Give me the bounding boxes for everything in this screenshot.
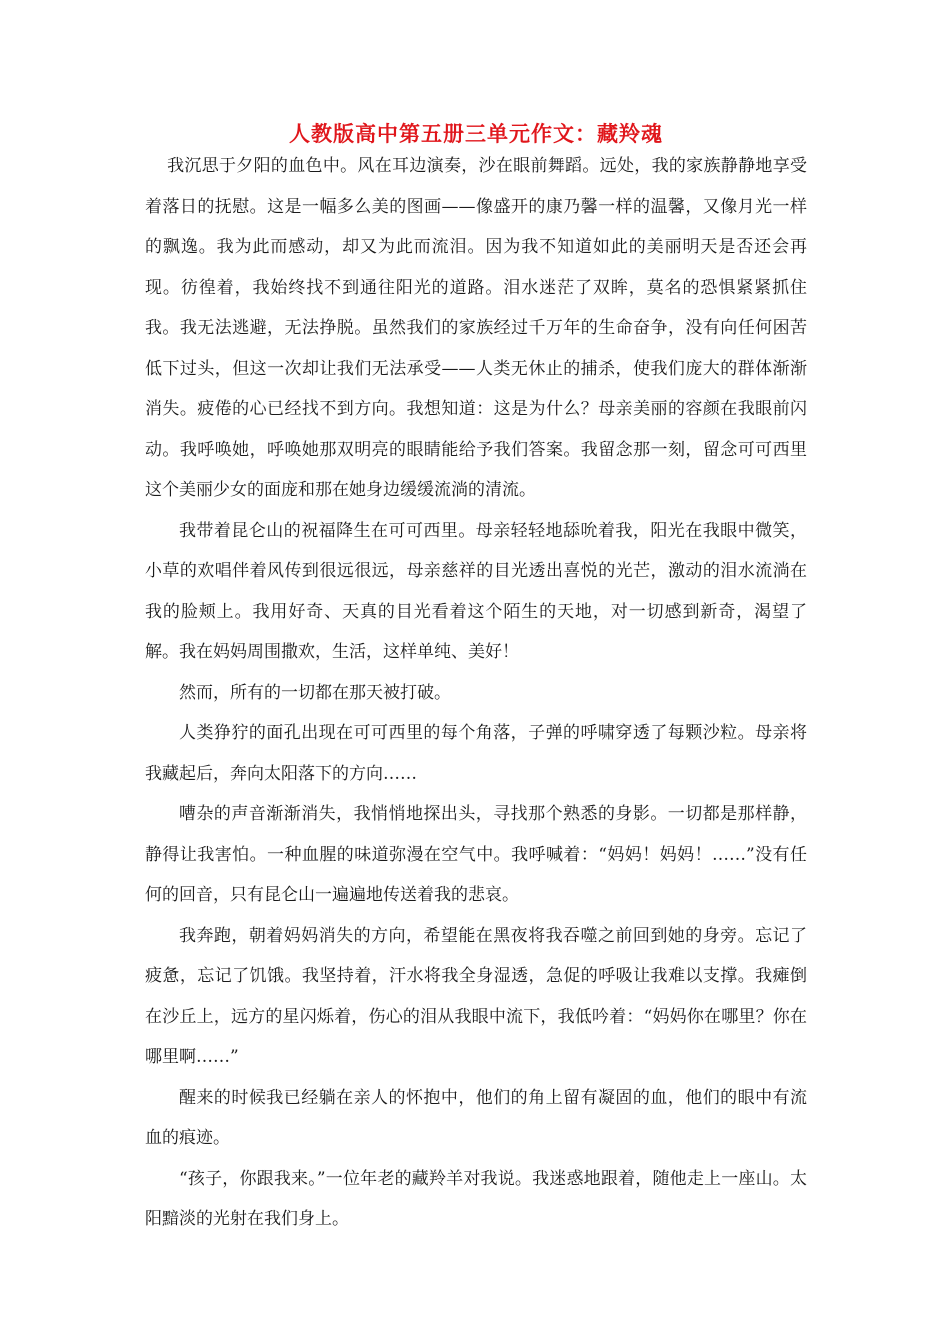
- document-page: [145, 118, 807, 1240]
- paragraph-5: 嘈杂的声音渐渐消失，我悄悄地探出头，寻找那个熟悉的身影。一切都是那样静，静得让我害怕。一种血腥的味道弥漫在空气中。我呼喊着：“妈妈！妈妈！……”没有任何的回音，只有昆仑山一遍遍地传送着我的悲哀。: [145, 804, 807, 905]
- paragraph-8: “孩子，你跟我来。”一位年老的藏羚羊对我说。我迷惑地跟着，随他走上一座山。太阳黯淡的光射在我们身上。: [145, 1168, 807, 1229]
- document-body: [145, 146, 807, 1240]
- paragraph-7: 醒来的时候我已经躺在亲人的怀抱中，他们的角上留有凝固的血，他们的眼中有流血的痕迹。: [145, 1087, 807, 1148]
- paragraph-4: 人类狰狞的面孔出现在可可西里的每个角落，子弹的呼啸穿透了每颗沙粒。母亲将我藏起后，奔向太阳落下的方向……: [145, 723, 807, 784]
- document-title: 人教版高中第五册三单元作文：藏羚魂: [289, 121, 663, 146]
- paragraph-2: 我带着昆仑山的祝福降生在可可西里。母亲轻轻地舔吮着我，阳光在我眼中微笑，小草的欢唱伴着风传到很远很远，母亲慈祥的目光透出喜悦的光芒，激动的泪水流淌在我的脸颊上。我用好奇、天真的目光看着这个陌生的天地，对一切感到新奇，渴望了解。我在妈妈周围撒欢，生活，这样单纯、美好！: [145, 520, 807, 662]
- paragraph-3: 然而，所有的一切都在那天被打破。: [179, 682, 451, 703]
- paragraph-6: 我奔跑，朝着妈妈消失的方向，希望能在黑夜将我吞噬之前回到她的身旁。忘记了疲惫，忘记了饥饿。我坚持着，汗水将我全身湿透，急促的呼吸让我难以支撑。我瘫倒在沙丘上，远方的星闪烁着，伤心的泪从我眼中流下，我低吟着：“妈妈你在哪里？你在哪里啊……”: [145, 925, 807, 1067]
- paragraph-1: 我沉思于夕阳的血色中。风在耳边演奏，沙在眼前舞蹈。远处，我的家族静静地享受着落日的抚慰。这是一幅多么美的图画——像盛开的康乃馨一样的温馨，又像月光一样的飘逸。我为此而感动，却又为此而流泪。因为我不知道如此的美丽明天是否还会再现。彷徨着，我始终找不到通往阳光的道路。泪水迷茫了双眸，莫名的恐惧紧紧抓住我。我无法逃避，无法挣脱。虽然我们的家族经过千万年的生命奋争，没有向任何困苦低下过头，但这一次却让我们无法承受——人类无休止的捕杀，使我们庞大的群体渐渐消失。疲倦的心已经找不到方向。我想知道：这是为什么？母亲美丽的容颜在我眼前闪动。我呼唤她，呼唤她那双明亮的眼睛能给予我们答案。我留念那一刻，留念可可西里这个美丽少女的面庞和那在她身边缓缓流淌的清流。: [145, 156, 807, 500]
